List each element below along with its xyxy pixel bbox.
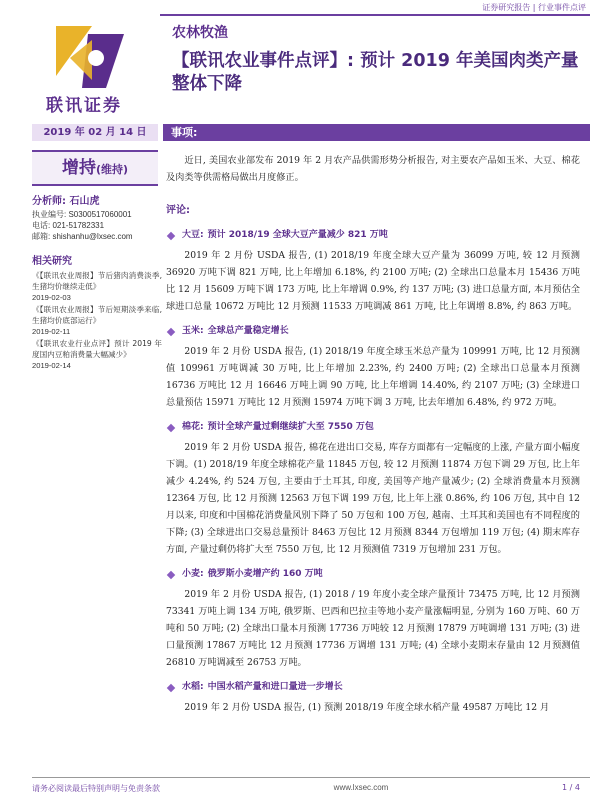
section-headline: 预计 2018/19 全球大豆产量减少 821 万吨 [207, 230, 388, 240]
analyst-name: 分析师: 石山虎 [32, 196, 100, 207]
section-body: 2019 年 2 月份 USDA 报告, 棉花在进出口交易, 库存方面都有一定幅度的上涨, 产量方面小幅度下调。(1) 2018/19 年度全球棉花产量 11845 万包, 较 12 月预测 11874 万包下调 29 万包, 比上年减少 4.24%, 约 524 万包, 主要由于土耳其, 印度, 美国等产地产量减少; (2) 全球消费量本月预测 12364 万包, 比 12 月预测 12563 万包下调 199 万包, 比上年上涨 0.86%, 约 106 万包, 其中自 12 月以来, 印度和中国棉花消费量风别下降了 50 万包和 100 万包, 越南、土耳其和美国也有不同程度的下降; (3) 全球进出口交易总量预计 8463 万包比 12 月预测 8344 万包增加 119 万包; (4) 期末库存方面, 产量过剩仍将扩大至 7550 万包, 比 12 月预测值 7319 万包增加 231 万包。 [166, 442, 580, 555]
analyst-email[interactable]: 邮箱: shishanhu@lxsec.com [32, 232, 133, 241]
section-category: 棉花: [182, 422, 204, 432]
section-body: 2019 年 2 月份 USDA 报告, (1) 2018 / 19 年度小麦全球产量预计 73475 万吨, 比 12 月预测 73341 万吨上调 134 万吨, 俄罗斯、巴西和巴拉圭等地小麦产量涨幅明显, 分别为 160 万吨、60 万吨和 50 万吨; (2) 全球出口量本月预测 17736 万吨较 12 月预测 17879 万吨调增 131 万吨; (3) 进口量预测 17867 万吨比 12 月预测 17736 万调增 131 万吨; (4) 全球小麦期末存量由 12 月预测值 26810 万吨调减至 26753 万吨。 [166, 589, 580, 668]
section-category: 水稻: [182, 682, 204, 692]
section-category: 小麦: [182, 569, 204, 579]
section-heading-rice [166, 679, 580, 696]
comment-heading: 评论: [166, 205, 190, 216]
related-item[interactable] [32, 270, 162, 303]
section-headline: 全球总产量稳定增长 [207, 326, 289, 336]
report-date: 2019 年 02 月 14 日 [32, 124, 158, 141]
related-item-title[interactable]: 《【联讯农业周报】节后短期淡季来临, 生猪均价底部运行》 [32, 305, 162, 325]
section-heading-corn [166, 323, 580, 340]
rating-main: 增持 [61, 158, 96, 178]
footer-disclaimer[interactable]: 请务必阅读最后特别声明与免责条款 [32, 784, 160, 793]
section-headline: 中国水稻产量和进口量进一步增长 [207, 682, 343, 692]
section-heading-cotton [166, 419, 580, 436]
footer [32, 783, 580, 794]
related-item[interactable] [32, 338, 162, 371]
diamond-bullet-icon [167, 231, 175, 239]
section-body: 2019 年 2 月份 USDA 报告, (1) 预测 2018/19 年度全球水稻产量 49587 万吨比 12 月 [184, 702, 550, 713]
logo-wordmark: 联讯证券 [46, 96, 122, 116]
main-content [166, 152, 580, 716]
rating-box [32, 150, 158, 186]
related-item-date: 2019-02-14 [32, 361, 71, 370]
related-item-date: 2019-02-03 [32, 293, 71, 302]
section-heading-wheat [166, 566, 580, 583]
diamond-bullet-icon [167, 327, 175, 335]
related-item-title[interactable]: 《【联讯农业周报】节后猪肉消费淡季, 生猪均价继续走低》 [32, 271, 162, 291]
related-research-heading: 相关研究 [32, 256, 72, 267]
related-item-date: 2019-02-11 [32, 327, 71, 336]
company-logo [48, 18, 130, 100]
rating-sub: (维持) [95, 163, 129, 176]
section-headline: 预计全球产量过剩继续扩大至 7550 万包 [207, 422, 374, 432]
section-headline: 俄罗斯小麦增产约 160 万吨 [207, 569, 323, 579]
related-item[interactable] [32, 304, 162, 337]
section-body: 2019 年 2 月份 USDA 报告, (1) 2018/19 年度全球玉米总产量为 109991 万吨, 比 12 月预测值 109961 万吨调减 30 万吨, 比上年增加 2.23%, 约 2400 万吨; (2) 全球出口总量本月预测 16736 万吨比 12 月 16646 万吨上调 90 万吨, 比上年增调 14.40%, 约 2107 万吨; (3) 全球进口总量预估 15971 万吨比 12 月预测 15974 万吨下调 3 万吨, 比去年增加 6.48%, 约 972 万吨。 [166, 346, 580, 408]
analyst-phone: 电话: 021-51782331 [32, 221, 105, 230]
related-item-title[interactable]: 《【联讯农业行业点评】预计 2019 年度国内豆粕消费量大幅减少》 [32, 339, 162, 359]
diamond-bullet-icon [167, 423, 175, 431]
report-title: 【联讯农业事件点评】: 预计 2019 年美国肉类产量整体下降 [172, 51, 579, 94]
footer-website-link[interactable]: www.lxsec.com [333, 783, 389, 792]
page-number: 1 / 4 [562, 783, 580, 792]
diamond-bullet-icon [167, 683, 175, 691]
industry-category: 农林牧渔 [172, 25, 228, 41]
footer-divider [32, 777, 590, 778]
section-category: 玉米: [182, 326, 204, 336]
section-heading-soybean [166, 227, 580, 244]
section-body: 2019 年 2 月份 USDA 报告, (1) 2018/19 年度全球大豆产量为 36099 万吨, 较 12 月预测 36920 万吨下调 821 万吨, 比上年增加 6.18%, 约 2100 万吨; (2) 全球出口总量本月 15436 万吨比 12 月 15609 万吨下调 173 万吨, 比上年增调 0.9%, 约 137 万吨; (3) 进口总量方面, 本月预估全球进口总量 10672 万吨比 12 月预测 11533 万吨调减 861 万吨, 比上年调增 8.8%, 约 863 万吨。 [166, 250, 580, 312]
header-divider [160, 14, 590, 16]
section-category: 大豆: [182, 230, 204, 240]
section-label-bar: 事项: [163, 124, 590, 141]
diamond-bullet-icon [167, 570, 175, 578]
sidebar [32, 196, 162, 372]
analyst-license: 执业编号: S0300517060001 [32, 210, 132, 219]
intro-paragraph: 近日, 美国农业部发布 2019 年 2 月农产品供需形势分析报告, 对主要农产品如玉米、大豆、棉花及肉类等供需格局做出月度修正。 [166, 155, 580, 183]
report-type-tag: 证券研究报告 | 行业事件点评 [482, 3, 586, 12]
